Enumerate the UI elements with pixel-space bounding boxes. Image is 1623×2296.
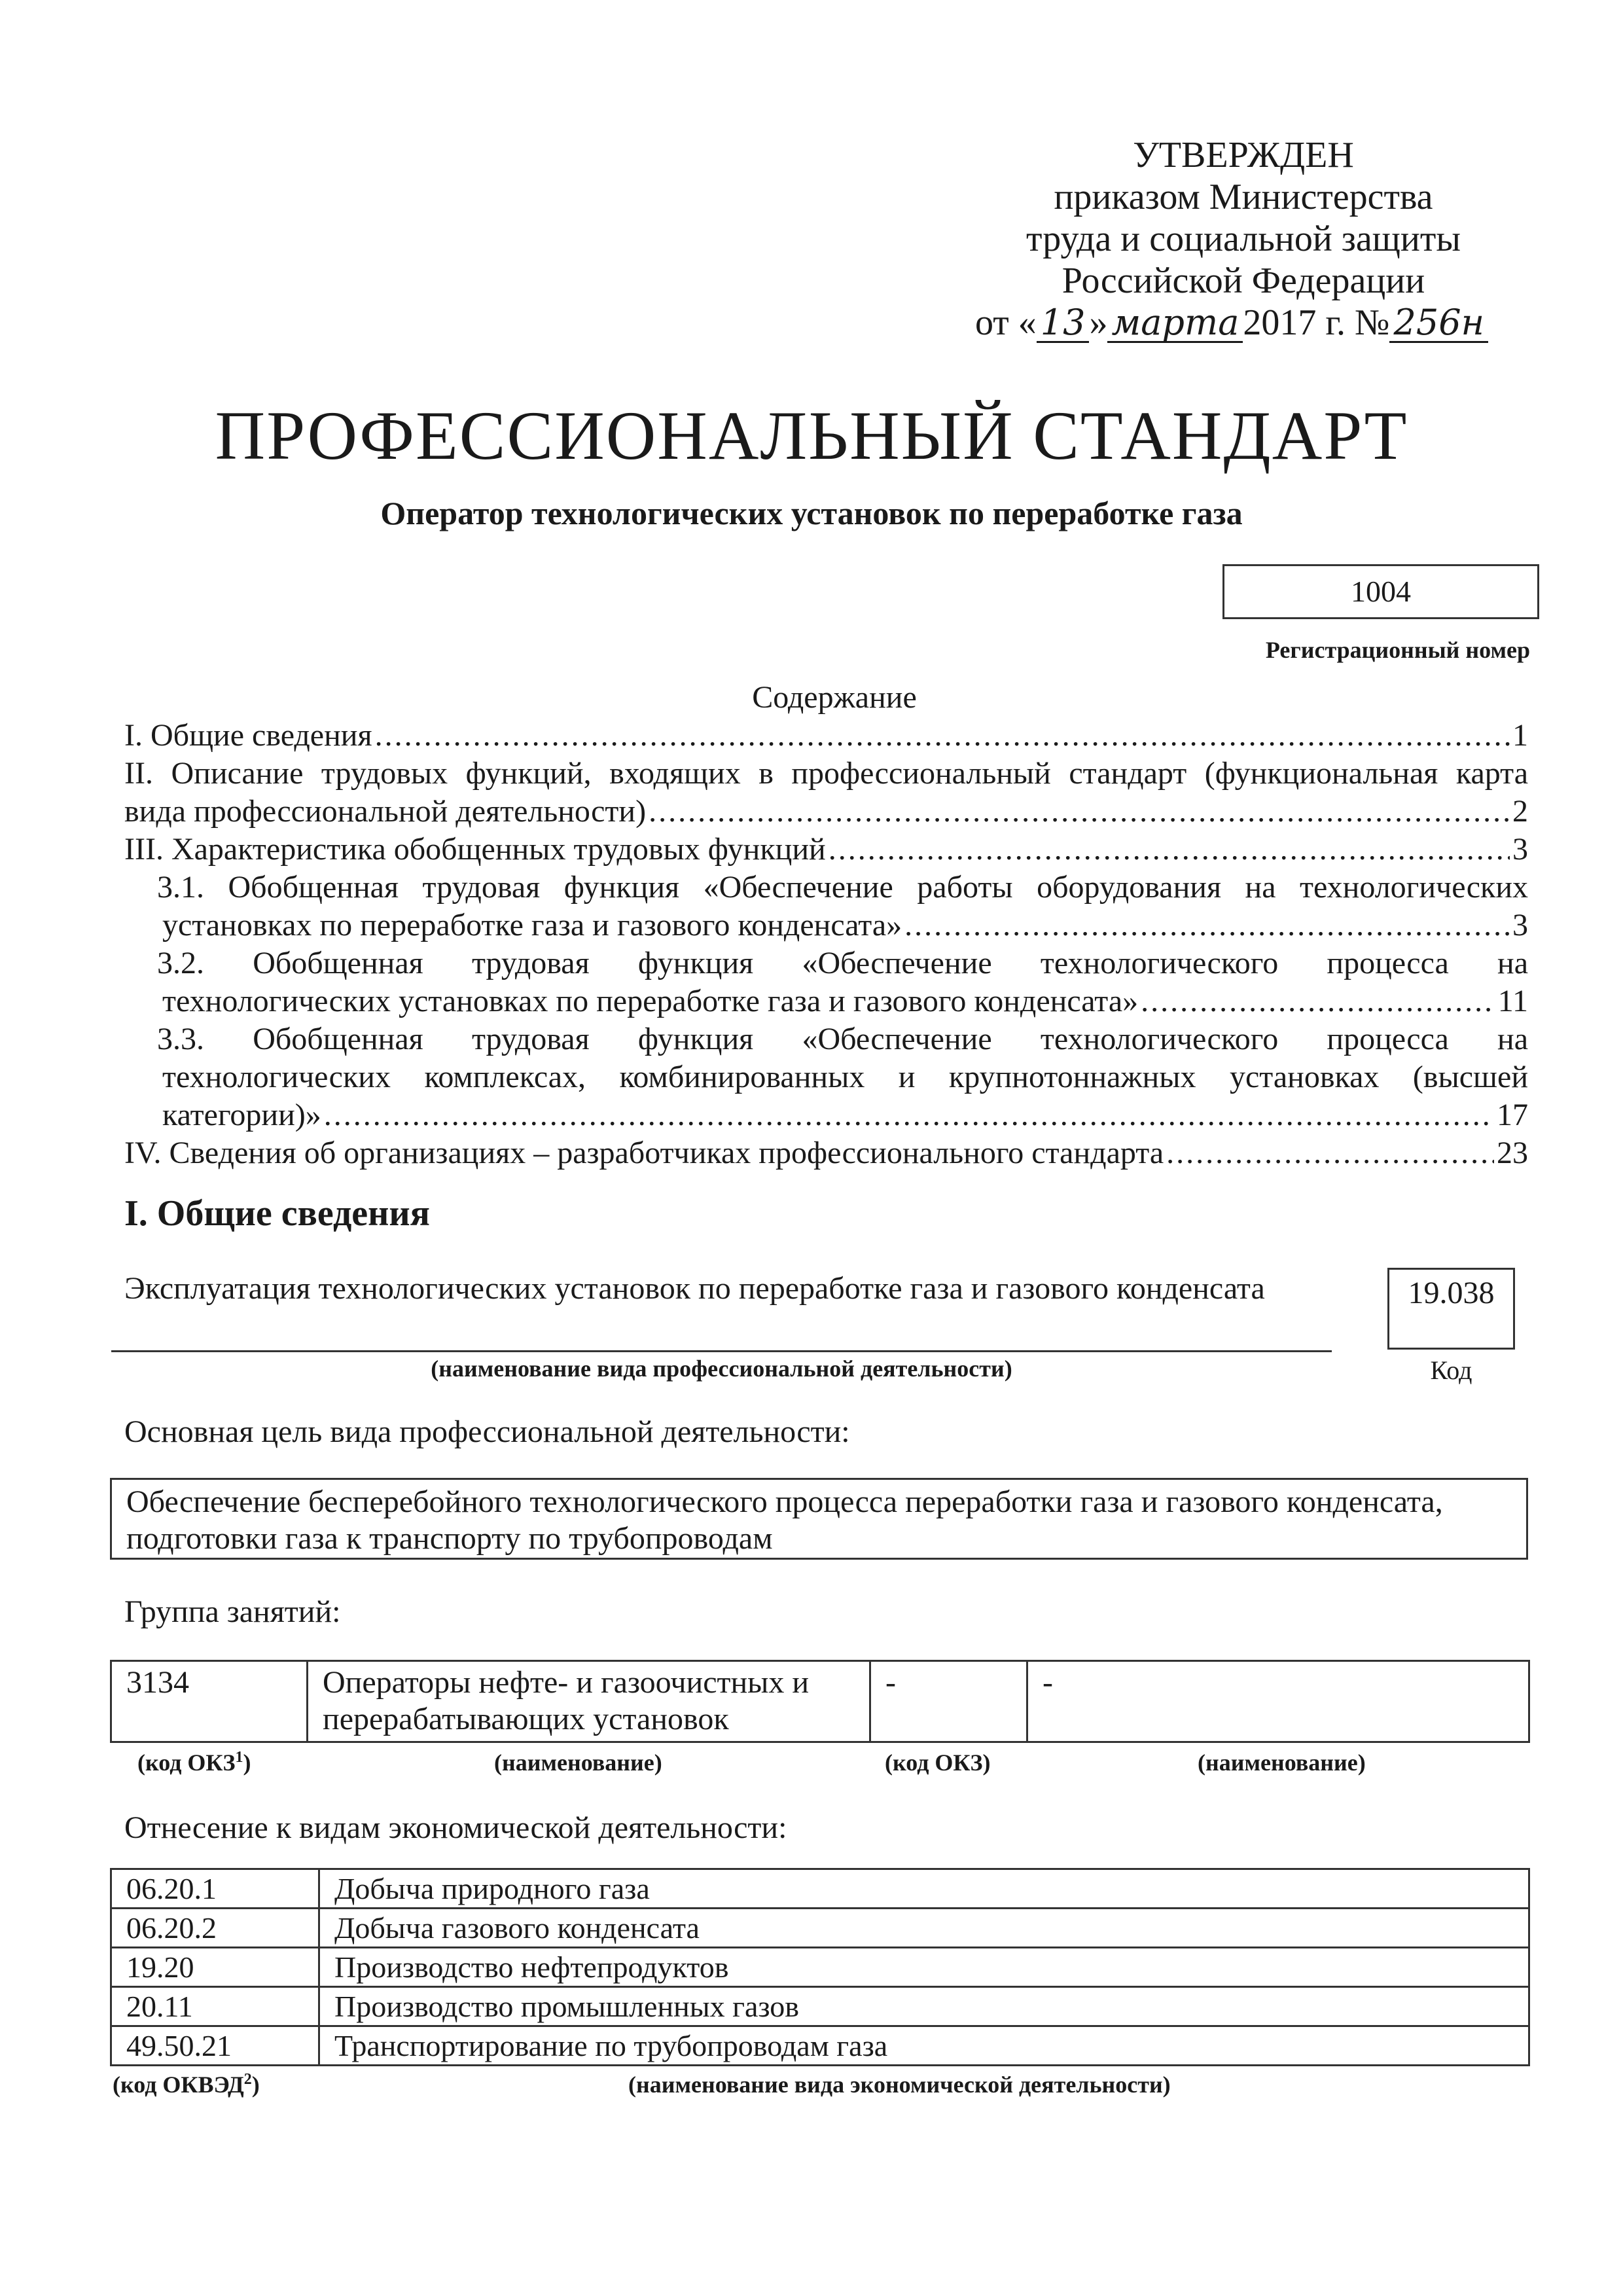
occupation-name-1: Операторы нефте- и газоочистных и перерабатывающих установок [308, 1661, 870, 1742]
approval-line-2: приказом Министерства [1054, 177, 1433, 217]
occupation-name-caption-1: (наименование) [494, 1749, 662, 1776]
approval-line-1: УТВЕРЖДЕН [1133, 135, 1354, 175]
occupation-table [110, 1660, 1530, 1743]
approval-block [949, 134, 1538, 344]
handwritten-order-number: 256н [1389, 304, 1488, 343]
goal-text-box: Обеспечение бесперебойного технологического процесса переработки газа и газового конденсата, подготовки газа к транспорту по трубопроводам [110, 1478, 1528, 1560]
okved-code: 06.20.1 [111, 1869, 319, 1909]
okved-name: Добыча природного газа [319, 1869, 1529, 1909]
page-title: ПРОФЕССИОНАЛЬНЫЙ СТАНДАРТ [215, 397, 1408, 474]
approval-line-4: Российской Федерации [1061, 260, 1425, 301]
table-row [111, 2026, 1529, 2066]
occupation-name-caption-2: (наименование) [1198, 1749, 1366, 1776]
toc-heading: Содержание [752, 680, 917, 715]
occupation-code-caption-1: (код ОКЗ$^1$) [137, 1749, 251, 1776]
table-row [111, 1869, 1529, 1909]
page-subtitle: Оператор технологических установок по переработке газа [380, 495, 1243, 531]
table-row [111, 1661, 1529, 1742]
activity-name: Эксплуатация технологических установок по переработке газа и газового конденсата [124, 1271, 1265, 1306]
registration-number-box: 1004 [1222, 564, 1539, 619]
okved-code: 20.11 [111, 1987, 319, 2026]
occupation-code-1: 3134 [111, 1661, 308, 1742]
date-year: 2017 г. № [1243, 302, 1390, 343]
occupation-code-2: - [870, 1661, 1027, 1742]
toc-item[interactable]: I. Общие сведения ..... 1 [124, 717, 1528, 755]
approval-date-line [975, 302, 1538, 344]
occupation-label: Группа занятий: [124, 1594, 341, 1629]
table-row [111, 1948, 1529, 1987]
okved-name: Транспортирование по трубопроводам газа [319, 2026, 1529, 2066]
toc-item[interactable]: 3.2. Обобщенная трудовая функция «Обеспечение технологического процесса на технологических установках по переработке газа и газового конденсата» ..... 11 [124, 944, 1528, 1020]
table-row [111, 1987, 1529, 2026]
occupation-name-2: - [1027, 1661, 1529, 1742]
toc-item[interactable]: 3.3. Обобщенная трудовая функция «Обеспечение технологического процесса на технологических комплексах, комбинированных и крупнотоннажных установках (высшей категории)» ..... 17 [124, 1020, 1528, 1134]
section-heading: I. Общие сведения [124, 1193, 430, 1234]
approval-line-3: труда и социальной защиты [1026, 219, 1461, 259]
economic-activity-table [110, 1868, 1530, 2066]
toc-item[interactable]: 3.1. Обобщенная трудовая функция «Обеспечение работы оборудования на технологических установках по переработке газа и газового конденсата» ..... 3 [124, 869, 1528, 944]
goal-label: Основная цель вида профессиональной деятельности: [124, 1414, 850, 1449]
okved-code: 19.20 [111, 1948, 319, 1987]
okved-name-caption: (наименование вида экономической деятельности) [628, 2072, 1171, 2098]
handwritten-day: 13 [1037, 304, 1090, 343]
date-prefix: от « [975, 302, 1037, 343]
okved-code: 06.20.2 [111, 1909, 319, 1948]
okved-name: Производство промышленных газов [319, 1987, 1529, 2026]
okved-code: 49.50.21 [111, 2026, 319, 2066]
activity-underline [111, 1350, 1332, 1352]
okved-name: Производство нефтепродуктов [319, 1948, 1529, 1987]
registration-number-label: Регистрационный номер [1265, 637, 1530, 663]
toc-item[interactable]: II. Описание трудовых функций, входящих в профессиональный стандарт (функциональная карта вида профессиональной деятельности) ..... 2 [124, 755, 1528, 831]
occupation-code-caption-2: (код ОКЗ) [885, 1749, 991, 1776]
toc-item[interactable]: III. Характеристика обобщенных трудовых функций ..... 3 [124, 831, 1528, 869]
okved-code-caption: (код ОКВЭД$^2$) [113, 2071, 260, 2098]
toc-item[interactable]: IV. Сведения об организациях – разработчиках профессионального стандарта ..... 23 [124, 1134, 1528, 1172]
table-of-contents [124, 717, 1528, 1172]
okved-name: Добыча газового конденсата [319, 1909, 1529, 1948]
table-row [111, 1909, 1529, 1948]
handwritten-month: марта [1107, 304, 1243, 343]
activity-code-box: 19.038 [1387, 1268, 1515, 1350]
activity-caption: (наименование вида профессиональной деятельности) [431, 1355, 1012, 1382]
date-mid: » [1089, 302, 1108, 343]
economic-activity-label: Отнесение к видам экономической деятельности: [124, 1810, 787, 1845]
activity-code-caption: Код [1430, 1355, 1472, 1385]
